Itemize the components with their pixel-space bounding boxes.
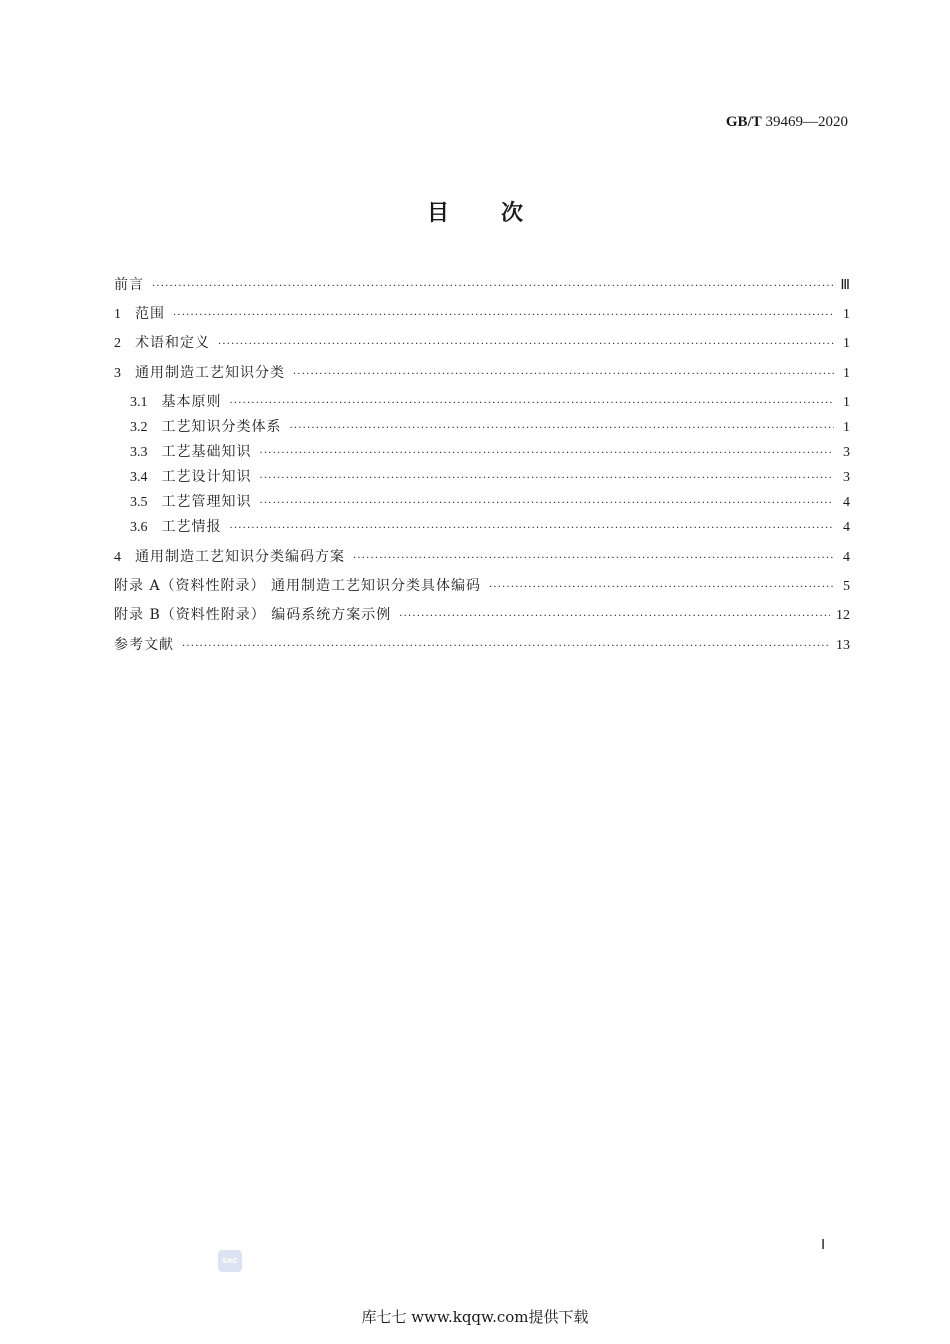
toc-entry-label: 附录 A（资料性附录） 通用制造工艺知识分类具体编码 xyxy=(114,578,482,594)
page-number: Ⅰ xyxy=(821,1238,826,1253)
toc-entry-label: 工艺管理知识 xyxy=(161,494,252,510)
toc-entry-label: 通用制造工艺知识分类 xyxy=(135,365,285,381)
toc-leader-dots xyxy=(182,641,830,652)
toc-entry-page: 1 xyxy=(843,336,850,351)
toc-leader-dots xyxy=(260,473,835,484)
toc-entry-label: 工艺设计知识 xyxy=(161,469,252,485)
toc-leader-dots xyxy=(353,553,834,564)
standard-code: 39469—2020 xyxy=(765,114,848,130)
toc-entry-page: 4 xyxy=(843,520,850,535)
toc-entry-appendix-b[interactable] xyxy=(114,604,850,624)
toc-entry-page: 1 xyxy=(843,420,850,435)
toc-entry-number: 3.6 xyxy=(130,520,148,535)
toc-leader-dots xyxy=(173,310,834,321)
toc-leader-dots xyxy=(290,423,835,434)
toc-entry-label: 前言 xyxy=(114,277,144,293)
toc-entry-number: 3.4 xyxy=(130,470,148,485)
toc-entry-foreword[interactable] xyxy=(114,274,850,294)
toc-entry-label: 工艺基础知识 xyxy=(161,444,252,460)
sac-logo: SAC xyxy=(218,1250,242,1272)
title-char-1: 目 xyxy=(426,201,449,226)
toc-entry-coding-scheme[interactable] xyxy=(114,546,850,566)
toc-entry-page: 1 xyxy=(843,395,850,410)
toc-entry-page: 5 xyxy=(843,579,850,594)
toc-entry-number: 3.1 xyxy=(130,395,148,410)
toc-entry-appendix-a[interactable] xyxy=(114,575,850,595)
toc-entry-label: 工艺知识分类体系 xyxy=(161,419,282,435)
toc-leader-dots xyxy=(293,369,834,380)
toc-entry-number: 3.3 xyxy=(130,445,148,460)
toc-entry-number: 2 xyxy=(114,336,121,351)
toc-leader-dots xyxy=(152,281,834,292)
toc-entry-label: 工艺情报 xyxy=(161,519,222,535)
toc-entry-page: 12 xyxy=(836,608,850,623)
title-char-2: 次 xyxy=(501,201,524,226)
toc-leader-dots xyxy=(489,582,834,593)
toc-entry-3-5[interactable] xyxy=(130,491,850,511)
toc-entry-label: 范围 xyxy=(135,306,165,322)
toc-entry-terms[interactable] xyxy=(114,332,850,352)
toc-entry-number: 3.5 xyxy=(130,495,148,510)
standard-prefix: GB/T xyxy=(725,114,762,130)
toc-leader-dots xyxy=(218,339,834,350)
toc-entry-number: 3.2 xyxy=(130,420,148,435)
toc-entry-scope[interactable] xyxy=(114,303,850,323)
toc-entry-3-3[interactable] xyxy=(130,441,850,461)
toc-entry-page: 3 xyxy=(843,445,850,460)
download-note: 库七七 www.kqqw.com提供下载 xyxy=(361,1308,589,1326)
toc-leader-dots xyxy=(230,523,835,534)
toc-entry-3-2[interactable] xyxy=(130,416,850,436)
toc-entry-page: 1 xyxy=(843,307,850,322)
toc-entry-label: 基本原则 xyxy=(161,394,222,410)
toc-entry-page: 13 xyxy=(836,638,850,653)
toc-entry-label: 通用制造工艺知识分类编码方案 xyxy=(135,549,345,565)
toc-entry-number: 4 xyxy=(114,550,121,565)
toc-leader-dots xyxy=(260,448,835,459)
toc-entry-page: Ⅲ xyxy=(840,278,850,293)
toc-entry-label: 参考文献 xyxy=(114,637,174,653)
toc-entry-3-1[interactable] xyxy=(130,391,850,411)
toc-entry-number: 1 xyxy=(114,307,121,322)
toc-entry-3-4[interactable] xyxy=(130,466,850,486)
toc-entry-page: 3 xyxy=(843,470,850,485)
toc-leader-dots xyxy=(260,498,835,509)
toc-leader-dots xyxy=(230,398,835,409)
toc-entry-label: 附录 B（资料性附录） 编码系统方案示例 xyxy=(114,607,392,623)
toc-entry-number: 3 xyxy=(114,366,121,381)
toc-entry-classification[interactable] xyxy=(114,362,850,382)
toc-entry-page: 4 xyxy=(843,550,850,565)
toc-entry-page: 4 xyxy=(843,495,850,510)
page-title xyxy=(0,196,950,227)
toc-entry-page: 1 xyxy=(843,366,850,381)
toc-entry-references[interactable] xyxy=(114,634,850,654)
toc-leader-dots xyxy=(399,611,830,622)
standard-number xyxy=(726,114,848,131)
toc-entry-label: 术语和定义 xyxy=(135,335,210,351)
toc-entry-3-6[interactable] xyxy=(130,516,850,536)
